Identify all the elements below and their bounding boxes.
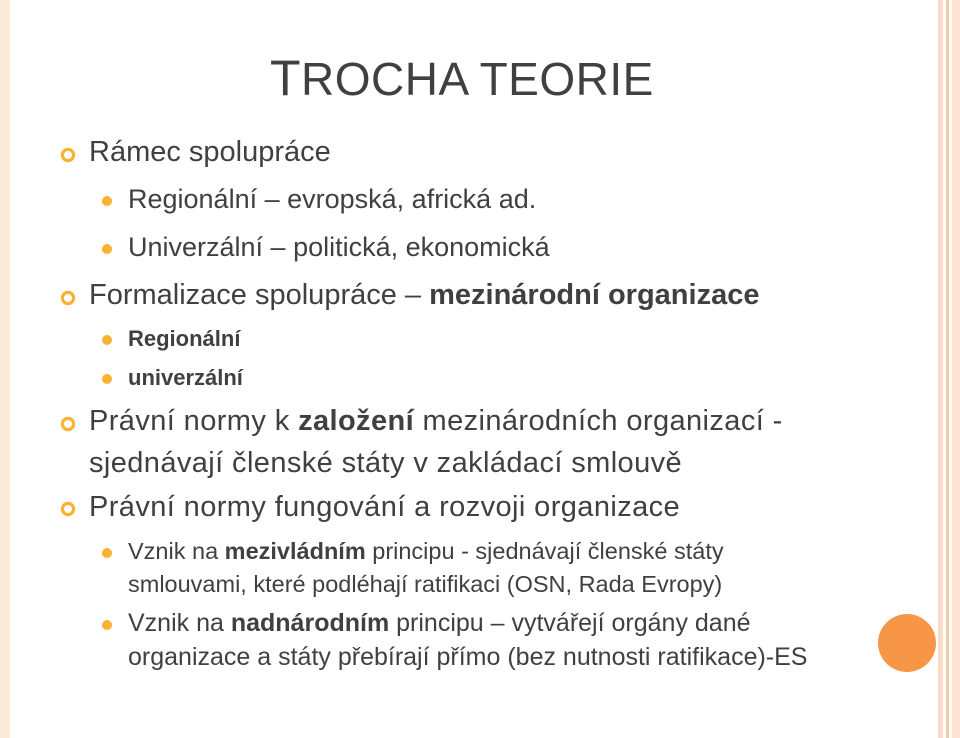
bullet-pravni-normy-zalozeni: Právní normy k založení mezinárodních organizací -	[89, 405, 783, 437]
bullet-ramec-spoluprace: Rámec spolupráce	[89, 136, 331, 168]
hollow-circle-bullet-icon	[60, 290, 76, 306]
subbullet-nadnarodni-line2: organizace a státy přebírají přímo (bez nutnosti ratifikace)-ES	[128, 643, 808, 671]
hollow-circle-bullet-icon	[60, 147, 76, 163]
slide-title: TROCHA TEORIE	[270, 50, 654, 106]
subbullet-nadnarodni: Vznik na nadnárodním principu – vytvářejí orgány dané	[128, 609, 751, 637]
left-edge-stripe	[0, 0, 10, 738]
decorative-circle	[878, 614, 936, 672]
right-edge-stripes	[938, 0, 960, 738]
bullet-pravni-normy-fungovani: Právní normy fungování a rozvoji organizace	[89, 491, 681, 523]
subbullet-regionalni: Regionální – evropská, africká ad.	[128, 184, 537, 214]
dot-bullet-icon	[102, 374, 112, 384]
hollow-circle-bullet-icon	[60, 416, 76, 432]
dot-bullet-icon	[102, 620, 112, 630]
dot-bullet-icon	[102, 196, 112, 206]
dot-bullet-icon	[102, 335, 112, 345]
dot-bullet-icon	[102, 548, 112, 558]
bullet-pravni-normy-zalozeni-line2: sjednávají členské státy v zakládací smlouvě	[89, 447, 683, 479]
subbullet-univerzalni: Univerzální – politická, ekonomická	[128, 232, 550, 262]
subbullet-regionalni-bold: Regionální	[128, 326, 241, 351]
dot-bullet-icon	[102, 244, 112, 254]
subbullet-mezivladni-line2: smlouvami, které podléhají ratifikaci (OSN, Rada Evropy)	[128, 571, 723, 597]
bullet-formalizace: Formalizace spolupráce – mezinárodní organizace	[89, 279, 760, 311]
subbullet-univerzalni-bold: univerzální	[128, 365, 243, 390]
hollow-circle-bullet-icon	[60, 501, 76, 517]
subbullet-mezivladni: Vznik na mezivládním principu - sjednávají členské státy	[128, 538, 724, 564]
